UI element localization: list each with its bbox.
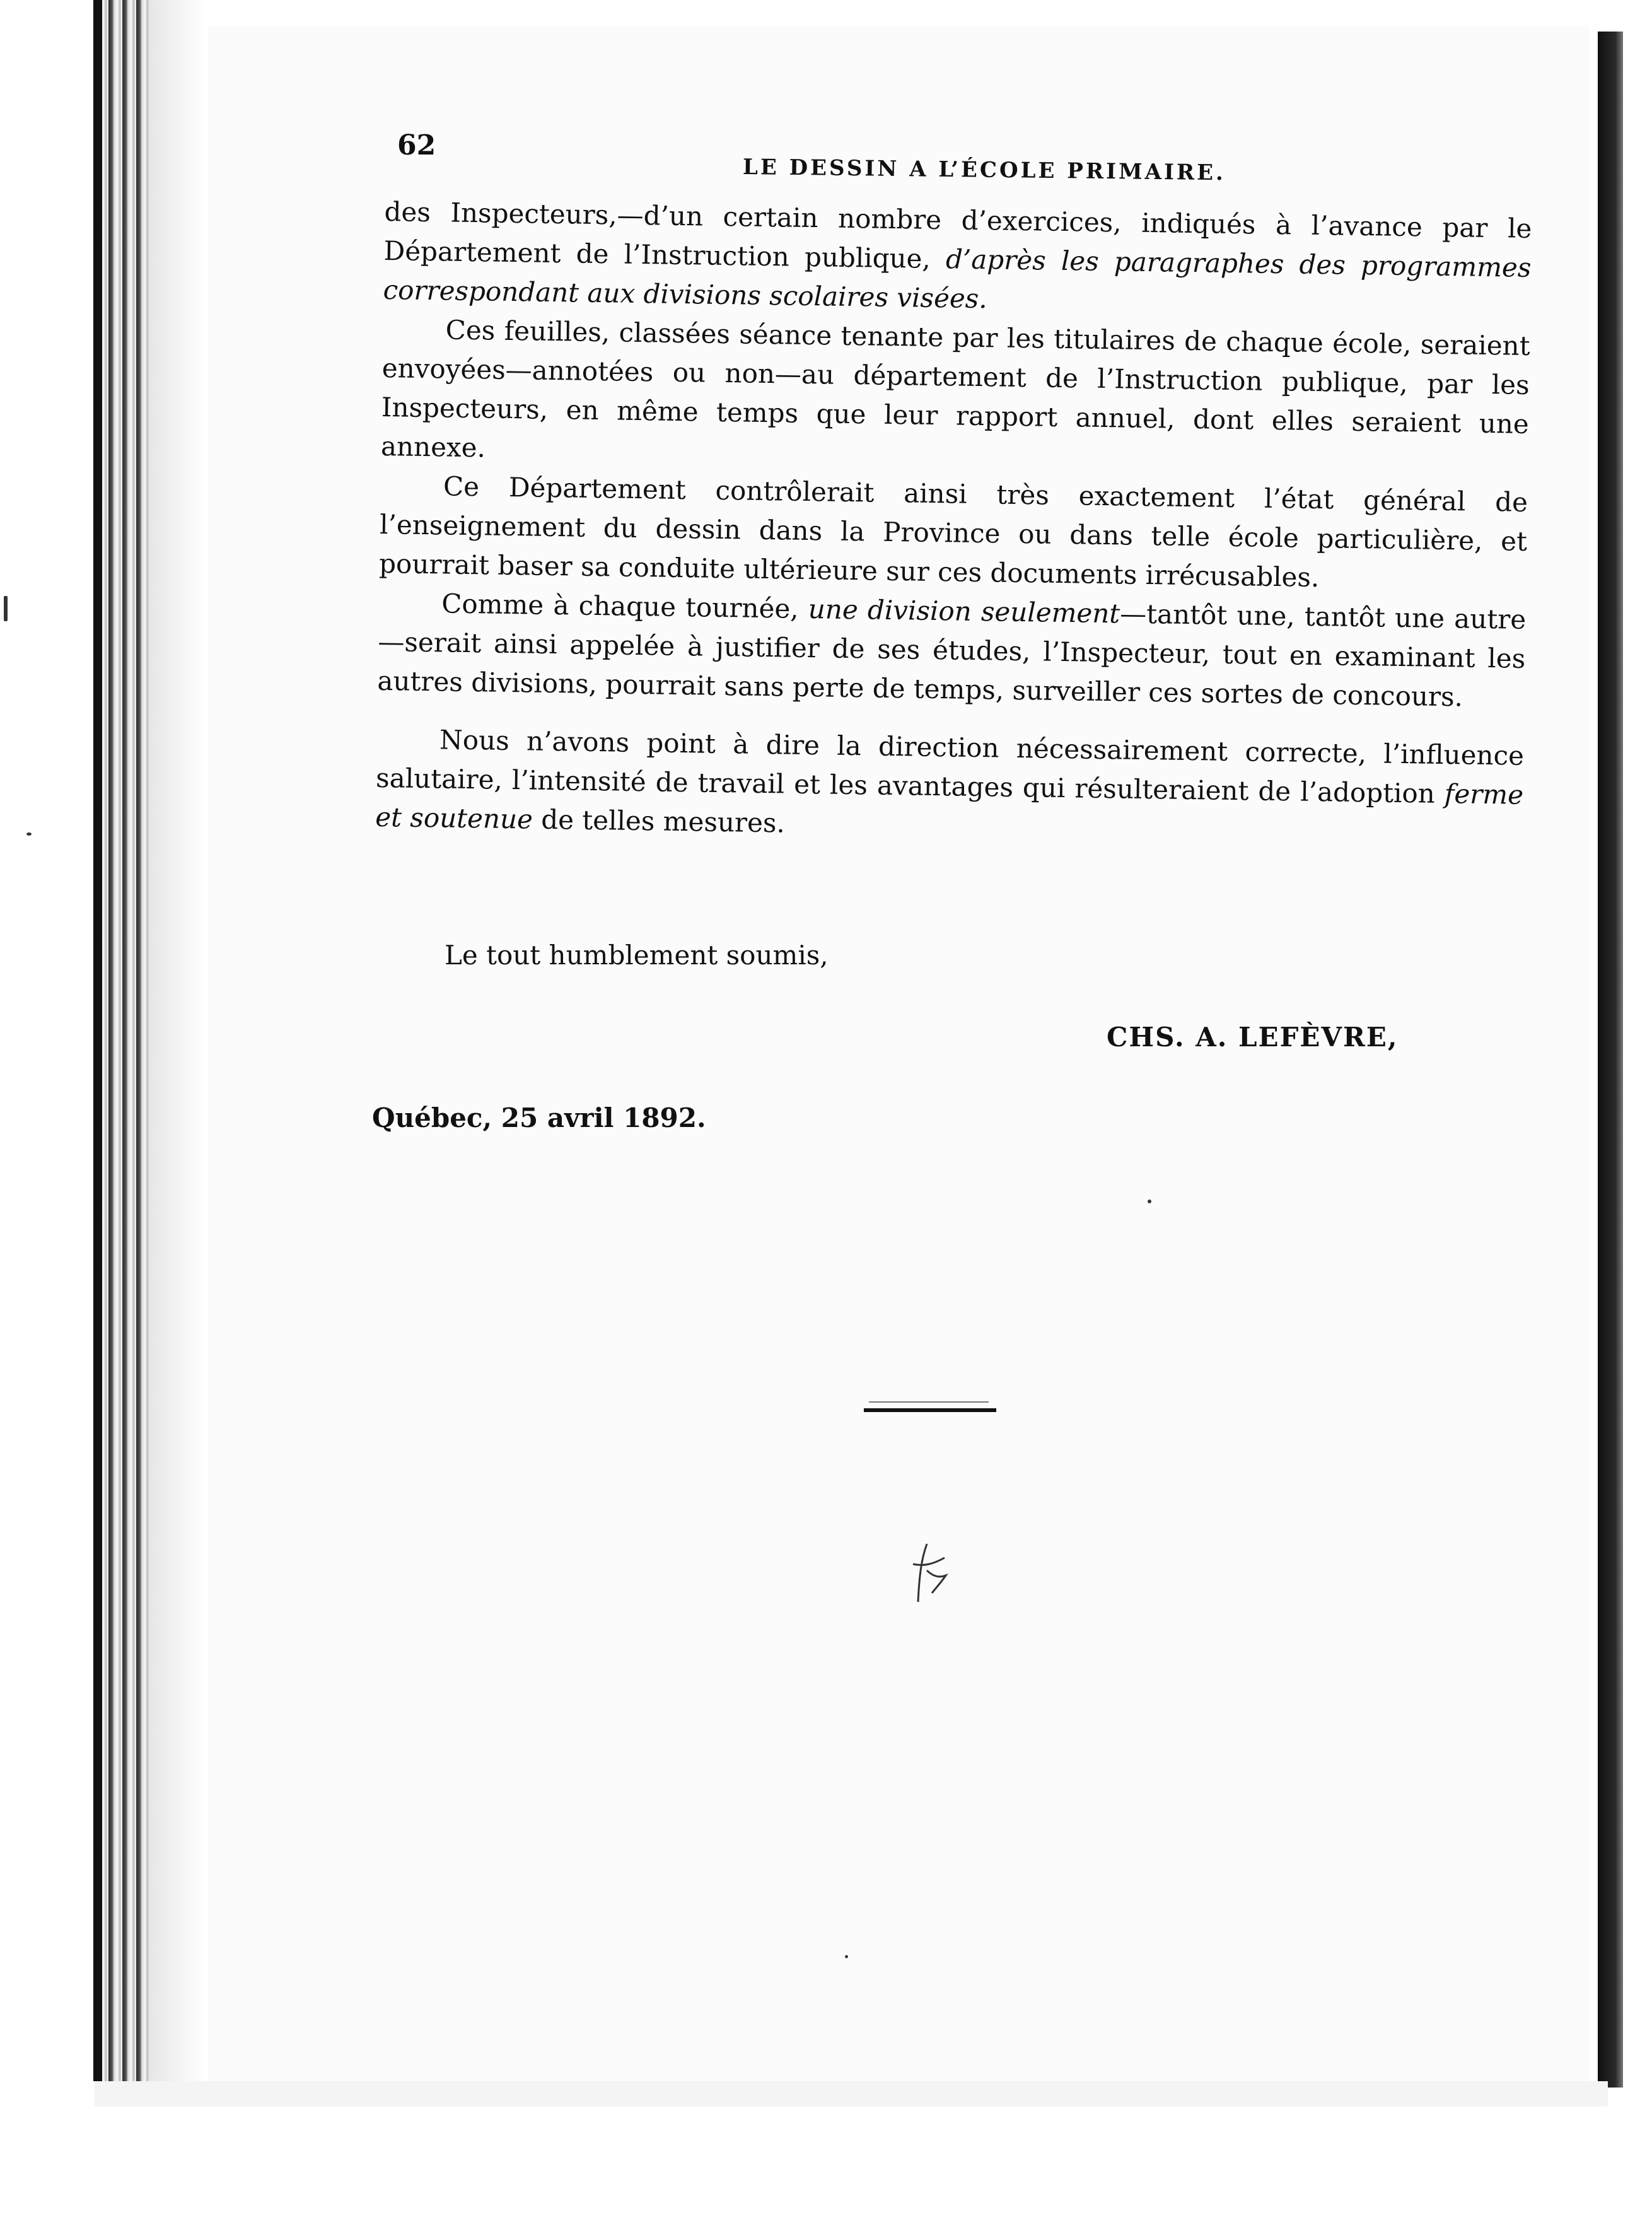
paragraph-5-text: Nous n’avons point à dire la direction nécessairement correcte, l’influence salutaire, l’intensité de travail et les avantages qui résulteraient de l’adoption: [375, 724, 1525, 810]
scan-right-border: [1598, 32, 1623, 2088]
handwritten-mark-icon: [908, 1539, 952, 1608]
paragraph-2: [381, 310, 1530, 483]
paragraph-1: [383, 192, 1532, 327]
paragraph-4: [377, 583, 1527, 718]
scan-speck: [1148, 1200, 1151, 1203]
paragraph-1-italic: d’après les paragraphes des programmes correspondant aux divisions scolaires visées.: [383, 243, 1532, 315]
paragraph-5-text-after: de telles mesures.: [532, 803, 786, 839]
book-page-edges: [95, 0, 151, 2088]
paragraph-5-italic: ferme et soutenue: [375, 778, 1524, 835]
closing-line: Le tout humblement soumis,: [445, 940, 829, 971]
book-binding-edge: [93, 0, 102, 2081]
place-date: Québec, 25 avril 1892.: [372, 1102, 706, 1133]
end-rule-shadow: [869, 1401, 989, 1403]
paragraph-4-text-after: —tantôt une, tantôt une autre—serait ainsi appelée à justifier de ses études, l’Inspecteur, tout en examinant les autres divisions, pourrait sans perte de temps, surveiller ces sortes de concours.: [377, 598, 1527, 713]
page-bottom-edge: [95, 2081, 1608, 2106]
signature: CHS. A. LEFÈVRE,: [1107, 1022, 1399, 1053]
paragraph-3-text: Ce Département contrôlerait ainsi très exactement l’état général de l’enseignement du dessin dans la Province ou dans telle école particulière, et pourrait baser sa conduite ultérieure sur ces documents irrécusables.: [378, 470, 1528, 593]
body-text: [375, 192, 1532, 854]
paragraph-4-italic: une division seulement: [808, 593, 1120, 629]
paragraph-2-text: Ces feuilles, classées séance tenante par les titulaires de chaque école, seraient envoyées—annotées ou non—au département de l’Instruction publique, par les Inspecteurs, en même temps que leur rapport annuel, dont elles seraient une annexe.: [380, 314, 1530, 464]
scan-speck: [4, 596, 8, 621]
scan-speck: [26, 832, 32, 836]
end-rule: [864, 1408, 996, 1412]
paragraph-3: [379, 466, 1528, 600]
running-head: LE DESSIN A L’ÉCOLE PRIMAIRE.: [742, 155, 1226, 186]
paragraph-4-text-before: Comme à chaque tournée,: [441, 588, 809, 625]
spine-shadow: [149, 0, 206, 2094]
paragraph-5: [375, 720, 1525, 854]
page-number: 62: [397, 129, 436, 161]
scan-speck: [845, 1955, 848, 1958]
paragraph-1-text: des Inspecteurs,—d’un certain nombre d’exercices, indiqués à l’avance par le Département de l’Instruction publique,: [383, 196, 1532, 275]
